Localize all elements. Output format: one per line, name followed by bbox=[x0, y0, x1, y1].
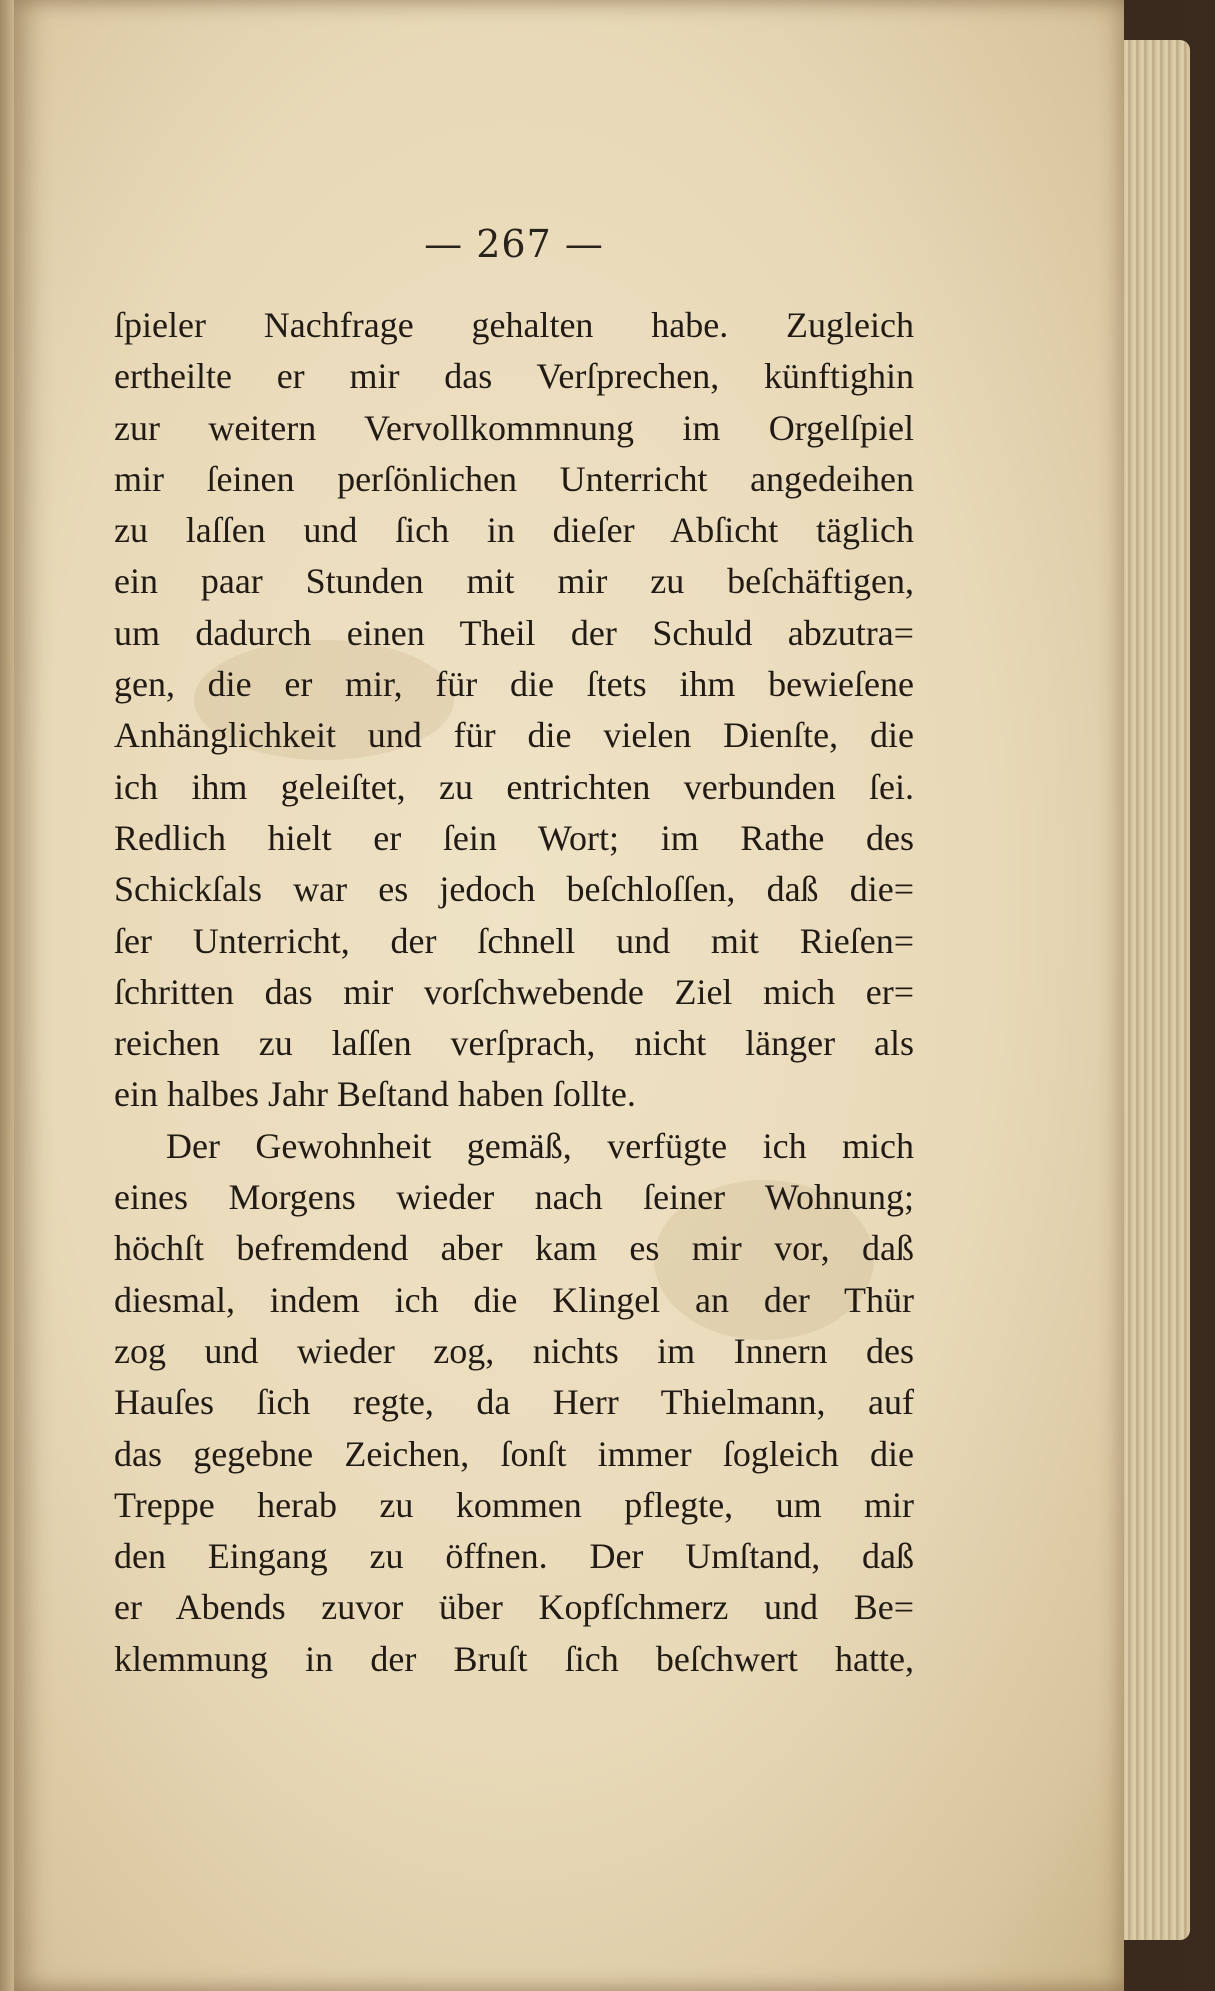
text-line: zur weitern Vervollkommnung im Orgelſpiel bbox=[114, 407, 914, 448]
text-line: ſchritten das mir vorſchwebende Ziel mich er= bbox=[114, 971, 914, 1012]
text-line: ein paar Stunden mit mir zu beſchäftigen, bbox=[114, 561, 914, 602]
text-line: Anhänglichkeit und für die vielen Dienſte, die bbox=[114, 715, 914, 756]
text-line: ſer Unterricht, der ſchnell und mit Rieſen= bbox=[114, 920, 914, 961]
text-line: diesmal, indem ich die Klingel an der Thür bbox=[114, 1279, 914, 1320]
text-line: Hauſes ſich regte, da Herr Thielmann, auf bbox=[114, 1382, 914, 1423]
text-line: reichen zu laſſen verſprach, nicht länger als bbox=[114, 1023, 914, 1064]
text-line: ertheilte er mir das Verſprechen, künftighin bbox=[114, 356, 914, 397]
text-line: das gegebne Zeichen, ſonſt immer ſogleich die bbox=[114, 1433, 914, 1474]
text-line: Schickſals war es jedoch beſchloſſen, daß die= bbox=[114, 869, 914, 910]
text-line: höchſt befremdend aber kam es mir vor, daß bbox=[114, 1228, 914, 1269]
text-line: Der Gewohnheit gemäß, verfügte ich mich bbox=[166, 1125, 914, 1166]
text-line: Redlich hielt er ſein Wort; im Rathe des bbox=[114, 817, 914, 858]
text-line: zog und wieder zog, nichts im Innern des bbox=[114, 1330, 914, 1371]
text-line: ſpieler Nachfrage gehalten habe. Zugleich bbox=[114, 305, 914, 345]
page-number: — 267 — bbox=[424, 222, 604, 266]
text-line: ich ihm geleiſtet, zu entrichten verbunden ſei. bbox=[114, 766, 914, 807]
book-page bbox=[14, 0, 1124, 1991]
text-line: eines Morgens wieder nach ſeiner Wohnung; bbox=[114, 1177, 914, 1218]
text-line: Treppe herab zu kommen pflegte, um mir bbox=[114, 1484, 914, 1525]
text-line: ein halbes Jahr Beſtand haben ſollte. bbox=[114, 1074, 636, 1115]
text-line: zu laſſen und ſich in dieſer Abſicht täglich bbox=[114, 510, 914, 551]
text-line: klemmung in der Bruſt ſich beſchwert hatte, bbox=[114, 1638, 914, 1679]
text-line: den Eingang zu öffnen. Der Umſtand, daß bbox=[114, 1536, 914, 1577]
text-line: mir ſeinen perſönlichen Unterricht angedeihen bbox=[114, 458, 914, 499]
facing-page-edge bbox=[0, 0, 14, 1991]
body-text bbox=[114, 300, 914, 1685]
text-line: er Abends zuvor über Kopfſchmerz und Be= bbox=[114, 1587, 914, 1628]
text-line: gen, die er mir, für die ſtets ihm bewieſene bbox=[114, 664, 914, 705]
text-line: um dadurch einen Theil der Schuld abzutra= bbox=[114, 612, 914, 653]
